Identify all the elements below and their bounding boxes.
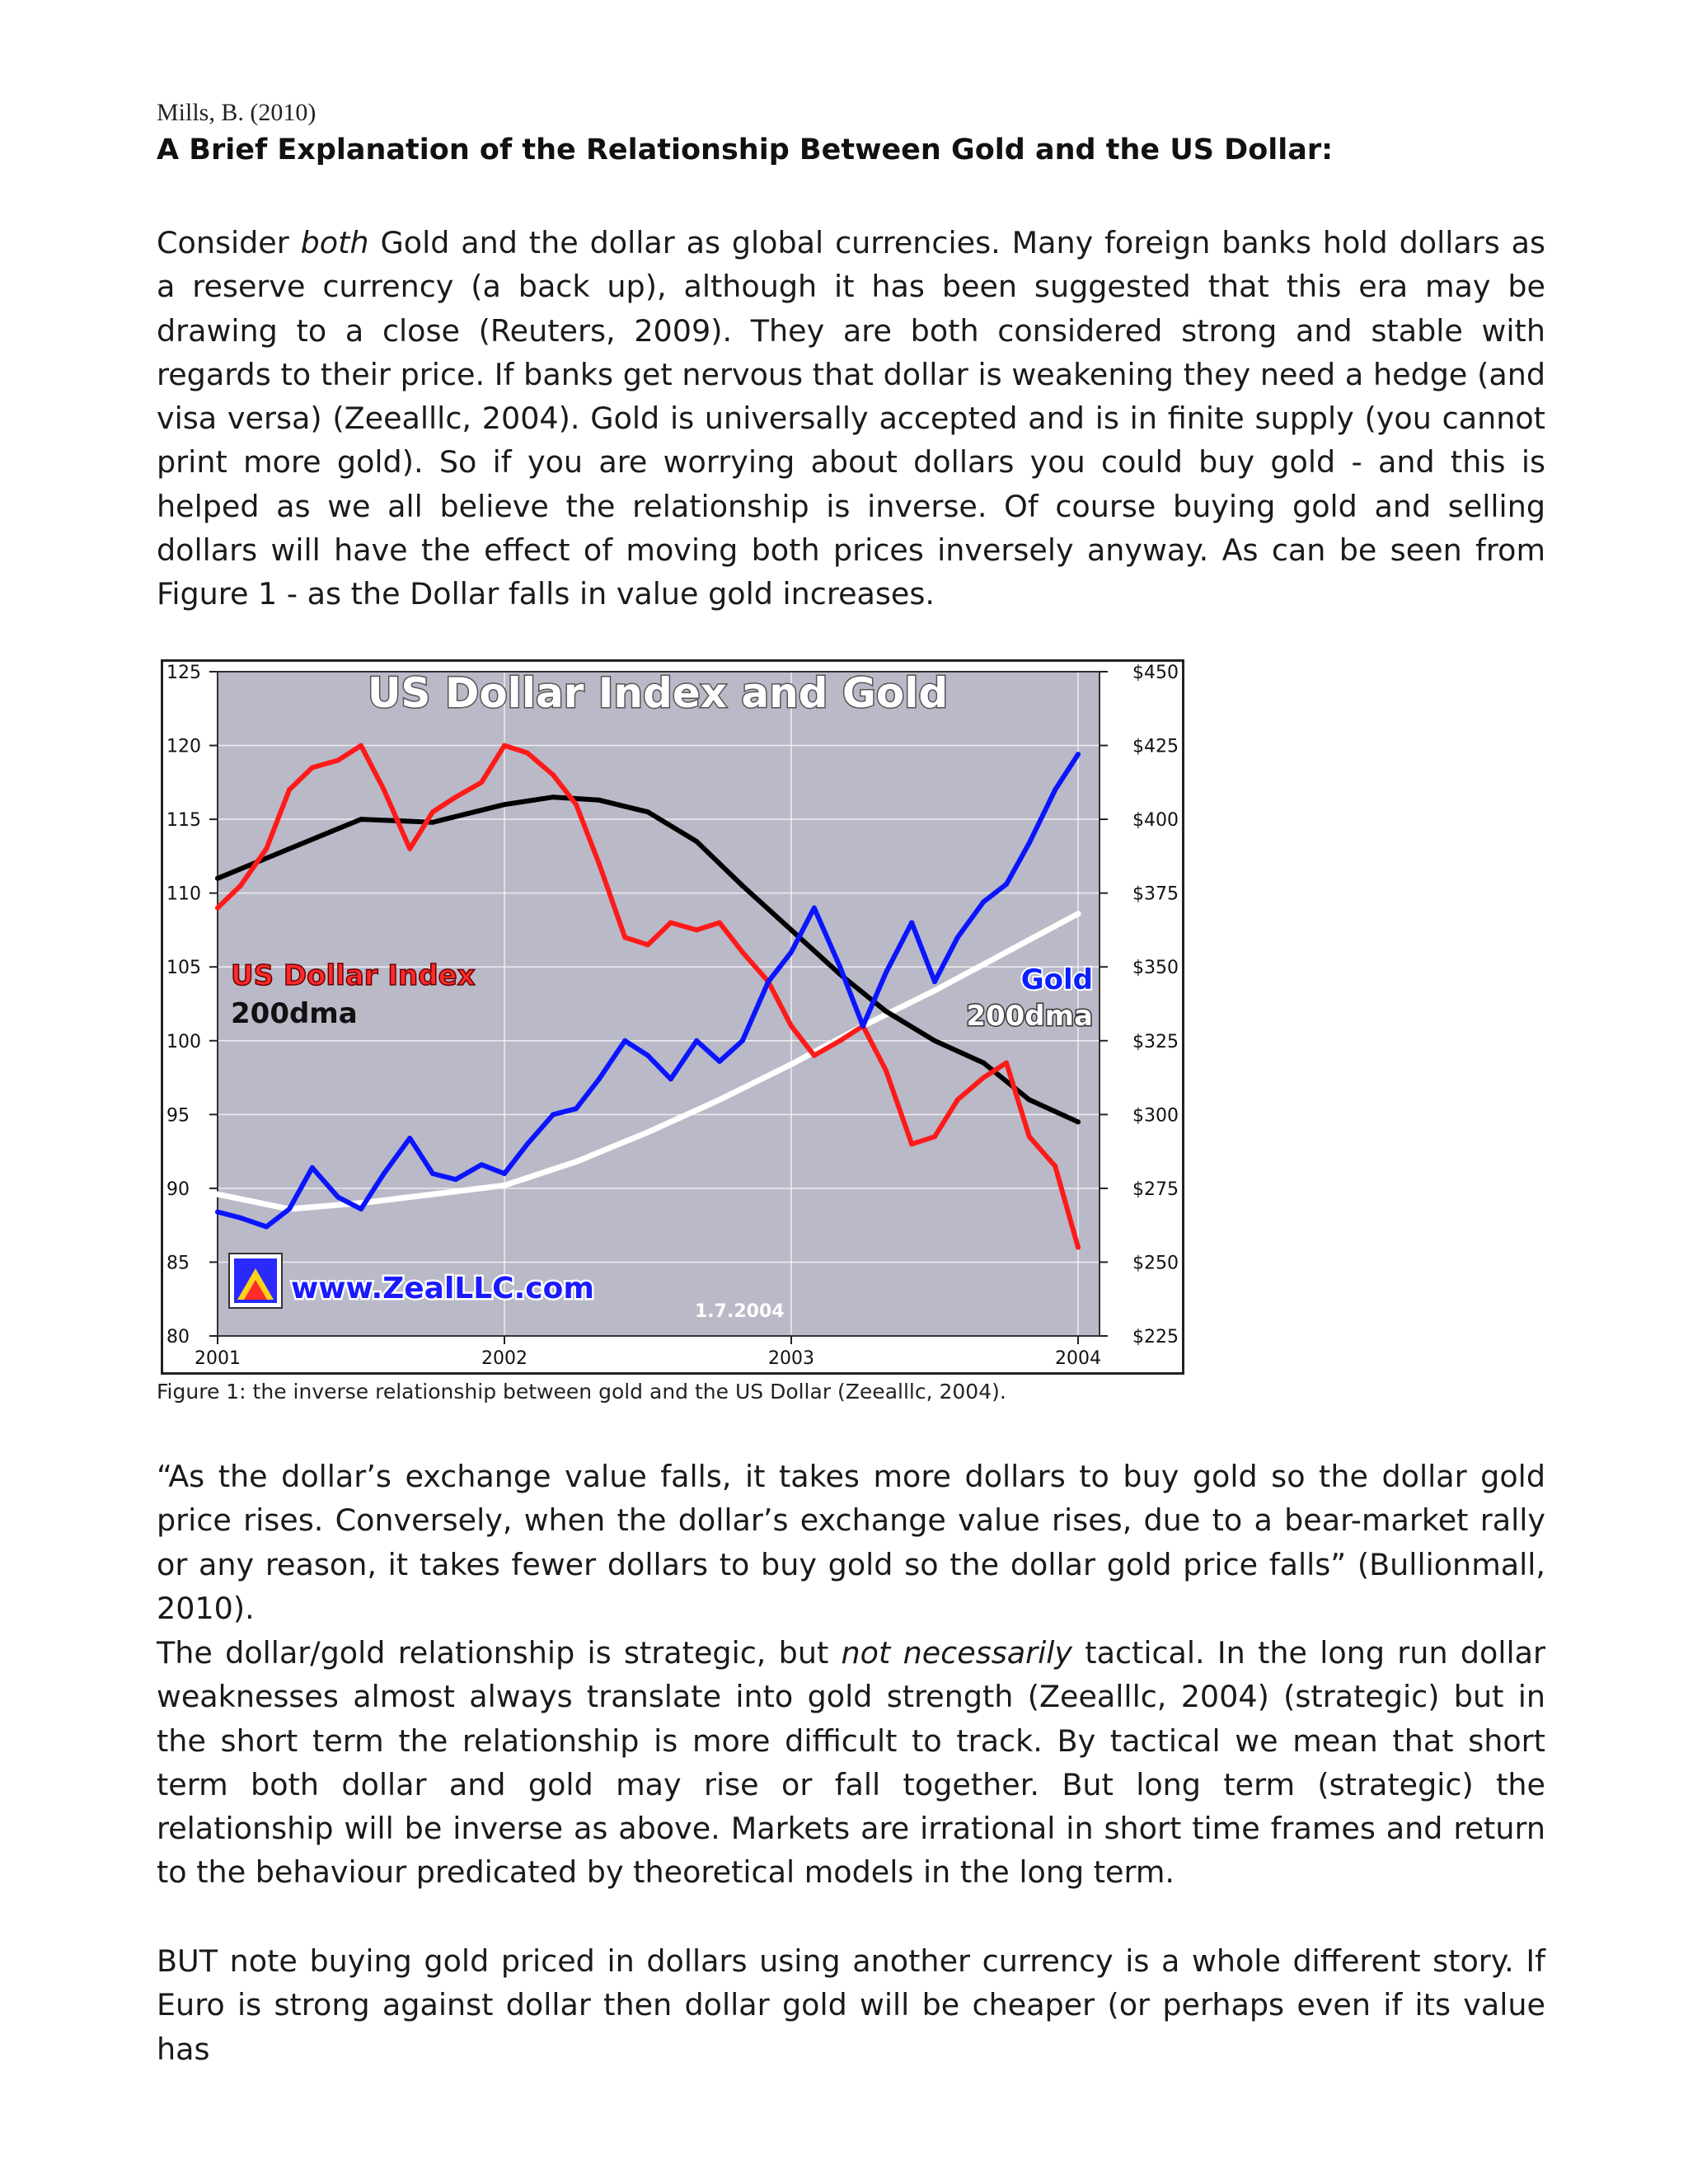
usd-index-line-point [215, 906, 220, 911]
usd-index-line-point [717, 921, 722, 926]
chart-date-stamp: 1.7.2004 [695, 1301, 785, 1322]
usd-index-line-point [1076, 1245, 1081, 1250]
gold-200dma-line-point [932, 987, 938, 993]
usd-200dma-line-point [287, 846, 292, 851]
gold-price-line-point [1027, 841, 1032, 846]
usd-index-line-point [525, 751, 530, 756]
usd-index-line-point [622, 935, 627, 940]
gold-price-line-point [694, 1038, 699, 1043]
usd-index-line-point [479, 780, 484, 785]
gold-price-line-point [479, 1162, 484, 1167]
gold-price-line-point [238, 1216, 243, 1221]
usd-index-line-point [932, 1134, 937, 1139]
usd-index-line-point [1053, 1164, 1057, 1169]
x-tick-label: 2002 [481, 1348, 528, 1369]
y-tick-label-left: 120 [166, 736, 201, 757]
y-tick-label-right: $225 [1132, 1327, 1179, 1347]
gold-price-line-point [310, 1165, 315, 1170]
gold-price-line-point [597, 1076, 602, 1081]
usd-index-line-point [287, 787, 292, 792]
usd-index-line-point [645, 942, 650, 947]
usd-index-line-point [382, 787, 387, 792]
usd-200dma-line-point [981, 1061, 986, 1066]
x-tick-label: 2003 [768, 1348, 814, 1369]
gold-price-line-point [1053, 787, 1057, 792]
y-tick-label-right: $250 [1132, 1253, 1179, 1274]
usd-index-line-point [430, 809, 435, 814]
gold-price-line-point [717, 1059, 722, 1064]
gold-200dma-line-point [430, 1192, 436, 1197]
x-tick-label: 2001 [195, 1348, 241, 1369]
x-tick-label: 2004 [1055, 1348, 1101, 1369]
usd-index-line-point [981, 1076, 986, 1080]
usd-200dma-line-point [430, 820, 435, 825]
usd-index-line-point [359, 743, 363, 748]
paragraph-text: tactical. In the long run dollar weaknesses almost always translate into gold strength (Zeealllc, 2004) (strategic) but in the short term the relationship is more difficult to track. By tactical we mean that short term both dollar and gold may rise or fall together. But long term (strategic) the relationship will be inverse as above. Markets are irrational in short time frames and return to the behaviour predicated by theoretical models in the long term. [157, 1635, 1546, 1891]
author-citation: Mills, B. (2010) [157, 99, 316, 126]
zeal-url-text: www.ZealLLC.com [291, 1272, 594, 1305]
gold-price-line-point [574, 1106, 579, 1111]
y-tick-label-left: 90 [166, 1179, 190, 1200]
usd-200dma-line-point [359, 817, 363, 822]
legend-gold-200dma: 200dma [966, 1000, 1093, 1033]
gold-price-line-point [766, 979, 771, 984]
gold-price-line-point [668, 1076, 673, 1081]
gold-price-line-point [430, 1171, 435, 1176]
gold-price-line-point [981, 899, 986, 904]
paragraph-currency: BUT note buying gold priced in dollars using another currency is a whole different story. If Euro is strong against dollar then dollar gold will be cheaper (or perhaps even if its value has [157, 1943, 1545, 2067]
gold-200dma-line-point [1076, 911, 1081, 916]
usd-index-line-point [694, 927, 699, 932]
gold-price-line-point [502, 1171, 507, 1176]
y-tick-label-left: 105 [166, 958, 201, 979]
usd-index-line-point [812, 1053, 817, 1058]
usd-index-line-point [407, 846, 412, 851]
y-tick-label-right: $325 [1132, 1031, 1179, 1052]
gold-price-line-point [453, 1177, 458, 1182]
usd-index-line-point [238, 883, 243, 888]
usd-200dma-line-point [1027, 1097, 1032, 1102]
gold-200dma-line-point [645, 1129, 651, 1135]
gold-200dma-line-point [789, 1062, 795, 1067]
y-tick-label-left: 115 [166, 810, 201, 832]
usd-index-line-point [310, 765, 315, 770]
gold-200dma-line-point [717, 1097, 723, 1103]
usd-200dma-line-point [884, 1009, 889, 1014]
paragraph-strategic [157, 1631, 1545, 1895]
usd-index-line-point [909, 1141, 914, 1146]
usd-index-line-point [551, 772, 556, 777]
document-title: A Brief Explanation of the Relationship Between Gold and the US Dollar: [157, 134, 1334, 166]
emphasis-text: not necessarily [841, 1635, 1072, 1671]
gold-price-line-point [1076, 752, 1081, 757]
legend-usd-200dma: 200dma [231, 997, 358, 1030]
emphasis-text: both [300, 225, 369, 260]
legend-usd-index: US Dollar Index [231, 959, 476, 992]
y-tick-label-right: $425 [1132, 736, 1179, 757]
paragraph-text: Gold and the dollar as global currencies. Many foreign banks hold dollars as a reserve currency (a back up), although it has been suggested that this era may be drawing to a close (Reuters, 2009). They are both considered strong and stable with regards to their price. If banks get nervous that dollar is weakening they need a hedge (and visa versa) (Zeealllc, 2004). Gold is universally accepted and is in finite supply (you cannot print more gold). So if you are worrying about dollars you could buy gold - and this is helped as we all believe the relationship is inverse. Of course buying gold and selling dollars will have the effect of moving both prices inversely anyway. As can be seen from Figure 1 - as the Dollar falls in value gold increases. [157, 225, 1546, 612]
y-tick-label-left: 95 [166, 1105, 190, 1127]
gold-200dma-line-point [215, 1192, 221, 1197]
usd-gold-chart [163, 662, 1182, 1372]
chart-title: US Dollar Index and Gold [367, 669, 949, 717]
gold-price-line-point [955, 935, 960, 940]
usd-200dma-line-point [1076, 1119, 1081, 1124]
usd-200dma-line-point [502, 802, 507, 807]
usd-index-line-point [837, 1038, 842, 1043]
gold-200dma-line-point [1004, 949, 1010, 955]
usd-200dma-line-point [932, 1038, 937, 1043]
gold-price-line-point [812, 906, 817, 911]
y-tick-label-left: 125 [166, 663, 201, 683]
legend-gold: Gold [1020, 963, 1093, 996]
usd-index-line-point [668, 921, 673, 926]
usd-index-line-point [453, 794, 458, 799]
gold-price-line-point [525, 1141, 530, 1146]
gold-price-line-point [407, 1136, 412, 1141]
zeal-logo-icon [229, 1254, 282, 1308]
usd-index-line-point [740, 949, 745, 954]
y-tick-label-left: 100 [166, 1031, 201, 1052]
paragraph-text: Consider [157, 225, 301, 260]
paragraph-quote: “As the dollar’s exchange value falls, it takes more dollars to buy gold so the dollar gold price rises. Conversely, when the dollar’s exchange value rises, due to a bear-market rally or any reason, it takes fewer dollars to buy gold so the dollar gold price falls” (Bullionmall, 2010). [157, 1459, 1545, 1626]
gold-price-line-point [382, 1171, 387, 1176]
gold-price-line-point [884, 970, 889, 975]
usd-200dma-line-point [215, 876, 220, 881]
y-tick-label-left: 80 [166, 1327, 190, 1347]
y-tick-label-right: $350 [1132, 958, 1179, 979]
usd-index-line-point [597, 861, 602, 866]
gold-price-line-point [551, 1112, 556, 1117]
paragraph-text: The dollar/gold relationship is strategic, but [157, 1635, 842, 1671]
gold-price-line-point [789, 949, 794, 954]
usd-index-line-point [789, 1024, 794, 1029]
y-tick-label-right: $275 [1132, 1179, 1179, 1200]
gold-price-line-point [837, 964, 842, 969]
y-tick-label-left: 85 [166, 1253, 190, 1274]
usd-index-line-point [264, 846, 269, 851]
y-tick-label-left: 110 [166, 883, 201, 905]
figure-caption: Figure 1: the inverse relationship between gold and the US Dollar (Zeealllc, 2004). [157, 1380, 1006, 1404]
figure-1 [161, 659, 1184, 1375]
gold-price-line-point [264, 1225, 269, 1230]
gold-price-line-point [932, 979, 937, 984]
gold-price-line-point [1004, 882, 1009, 887]
gold-200dma-line-point [574, 1159, 579, 1165]
gold-price-line-point [909, 921, 914, 926]
gold-price-line-point [335, 1195, 340, 1200]
usd-200dma-line-point [740, 883, 745, 888]
usd-index-line-point [335, 758, 340, 763]
y-tick-label-right: $450 [1132, 663, 1179, 683]
gold-price-line-point [215, 1210, 220, 1215]
usd-index-line-point [574, 802, 579, 807]
paragraph-intro [157, 221, 1545, 616]
usd-200dma-line-point [597, 798, 602, 803]
y-tick-label-right: $400 [1132, 810, 1179, 832]
gold-price-line-point [740, 1038, 745, 1043]
y-tick-label-right: $300 [1132, 1105, 1179, 1127]
usd-index-line-point [1027, 1134, 1032, 1139]
gold-price-line-point [359, 1207, 363, 1212]
gold-price-line-point [287, 1207, 292, 1212]
usd-200dma-line-point [694, 839, 699, 844]
usd-200dma-line-point [551, 794, 556, 799]
usd-index-line-point [502, 743, 507, 748]
usd-index-line-point [955, 1097, 960, 1102]
y-tick-label-right: $375 [1132, 883, 1179, 905]
usd-200dma-line-point [645, 809, 650, 814]
usd-index-line-point [884, 1068, 889, 1073]
gold-200dma-line-point [502, 1183, 508, 1188]
gold-price-line-point [645, 1053, 650, 1058]
usd-200dma-line-point [789, 927, 794, 932]
gold-price-line-point [860, 1024, 865, 1029]
gold-price-line-point [622, 1038, 627, 1043]
usd-index-line-point [1004, 1061, 1009, 1066]
